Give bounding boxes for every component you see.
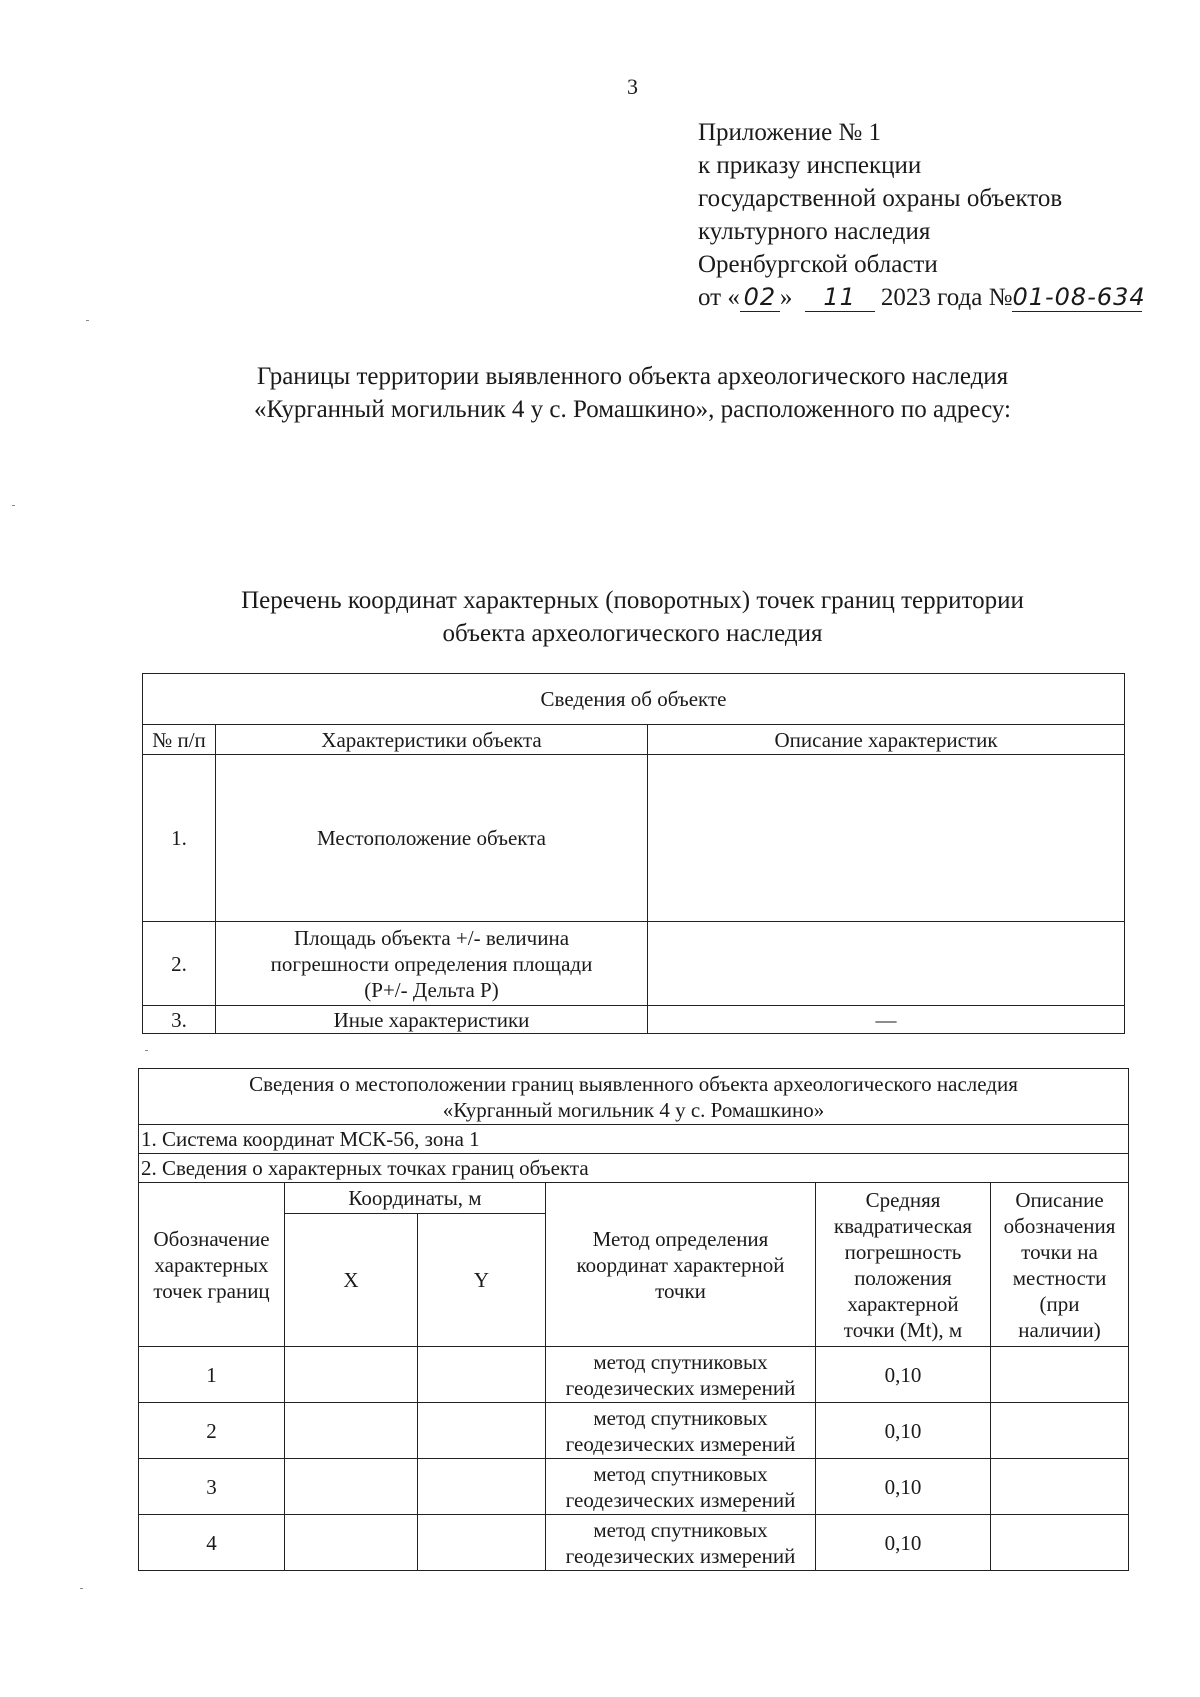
point-x xyxy=(285,1403,418,1459)
header-description: Описание характеристик xyxy=(648,725,1125,755)
table-row xyxy=(143,1006,1125,1034)
appendix-line: Приложение № 1 xyxy=(698,119,882,146)
point-method xyxy=(546,1459,816,1515)
object-info-table xyxy=(142,673,1125,1034)
header-line: точки xyxy=(655,1278,706,1303)
method-line: геодезических измерений xyxy=(565,1487,796,1512)
table-row xyxy=(139,1403,1129,1459)
characteristic-line: Площадь объекта +/- величина xyxy=(293,925,570,950)
quote-close: » xyxy=(779,284,793,311)
header-line: Описание xyxy=(1015,1187,1104,1212)
point-x xyxy=(285,1515,418,1571)
header-line: Средняя xyxy=(865,1187,941,1212)
table-row xyxy=(139,1459,1129,1515)
boundary-table-title-line2: «Курганный могильник 4 у с. Ромашкино» xyxy=(442,1097,825,1122)
header-line: обозначения xyxy=(1003,1213,1116,1238)
scan-speck xyxy=(12,505,15,506)
handwritten-order-number: 01-08-634 xyxy=(1012,283,1146,311)
header-line: точки на xyxy=(1021,1239,1098,1264)
appendix-line: культурного наследия xyxy=(698,218,931,245)
header-error xyxy=(816,1183,991,1347)
point-method xyxy=(546,1515,816,1571)
row-number: 3. xyxy=(143,1006,216,1034)
header-line: положения xyxy=(854,1265,952,1290)
appendix-line: к приказу инспекции xyxy=(698,152,922,179)
coordinates-list-title-line2: объекта археологического наследия xyxy=(442,620,823,647)
boundary-table-title xyxy=(139,1069,1129,1125)
header-designation xyxy=(139,1183,285,1347)
header-coordinates: Координаты, м xyxy=(285,1183,546,1214)
header-number: № п/п xyxy=(143,725,216,755)
header-y: Y xyxy=(418,1214,546,1347)
header-line: погрешность xyxy=(844,1239,962,1264)
point-id: 4 xyxy=(139,1515,285,1571)
appendix-block xyxy=(698,116,1146,314)
appendix-line: Оренбургской области xyxy=(698,251,938,278)
year-text: 2023 года № xyxy=(880,284,1013,311)
order-date-line xyxy=(698,281,1146,314)
boundary-points-table xyxy=(138,1068,1129,1571)
point-id: 3 xyxy=(139,1459,285,1515)
header-line: квадратическая xyxy=(833,1213,973,1238)
point-error: 0,10 xyxy=(816,1515,991,1571)
row-number: 1. xyxy=(143,755,216,922)
point-description xyxy=(991,1403,1129,1459)
boundaries-title-line2: «Курганный могильник 4 у с. Ромашкино», расположенного по адресу: xyxy=(254,396,1011,423)
method-line: метод спутниковых xyxy=(593,1461,768,1486)
header-line: координат характерной xyxy=(576,1252,785,1277)
table-row xyxy=(143,922,1125,1006)
point-error: 0,10 xyxy=(816,1347,991,1403)
point-y xyxy=(418,1403,546,1459)
method-line: метод спутниковых xyxy=(593,1349,768,1374)
header-line: точки (Mt), м xyxy=(843,1317,963,1342)
date-prefix: от « xyxy=(698,284,740,311)
header-characteristics: Характеристики объекта xyxy=(216,725,648,755)
method-line: геодезических измерений xyxy=(565,1543,796,1568)
point-x xyxy=(285,1459,418,1515)
point-method xyxy=(546,1347,816,1403)
point-x xyxy=(285,1347,418,1403)
header-line: (при xyxy=(1039,1291,1080,1316)
header-line: Метод определения xyxy=(592,1226,769,1251)
table-row xyxy=(139,1347,1129,1403)
boundaries-title-line1: Границы территории выявленного объекта археологического наследия xyxy=(256,363,1009,390)
point-y xyxy=(418,1347,546,1403)
row-characteristic: Местоположение объекта xyxy=(216,755,648,922)
point-y xyxy=(418,1459,546,1515)
header-method xyxy=(546,1183,816,1347)
coordinate-system-row: 1. Система координат МСК-56, зона 1 xyxy=(139,1125,1129,1154)
appendix-line: государственной охраны объектов xyxy=(698,185,1063,212)
boundaries-title xyxy=(0,360,1200,426)
page-number: 3 xyxy=(627,74,638,99)
header-line: наличии) xyxy=(1018,1317,1101,1342)
row-characteristic xyxy=(216,922,648,1006)
row-characteristic: Иные характеристики xyxy=(216,1006,648,1034)
scan-speck xyxy=(145,1050,148,1051)
method-line: метод спутниковых xyxy=(593,1405,768,1430)
object-table-title: Сведения об объекте xyxy=(143,674,1125,725)
characteristic-line: погрешности определения площади xyxy=(270,951,593,976)
handwritten-month: 11 xyxy=(805,283,875,312)
point-id: 1 xyxy=(139,1347,285,1403)
point-y xyxy=(418,1515,546,1571)
row-number: 2. xyxy=(143,922,216,1006)
characteristic-line: (P+/- Дельта P) xyxy=(364,977,499,1002)
coordinates-list-title-line1: Перечень координат характерных (поворотных) точек границ территории xyxy=(241,587,1024,614)
boundary-table-title-line1: Сведения о местоположении границ выявленного объекта археологического наследия xyxy=(249,1071,1018,1096)
header-line: характерных xyxy=(154,1252,269,1277)
table-row xyxy=(139,1515,1129,1571)
row-description xyxy=(648,755,1125,922)
header-point-description xyxy=(991,1183,1129,1347)
point-error: 0,10 xyxy=(816,1403,991,1459)
point-description xyxy=(991,1459,1129,1515)
point-description xyxy=(991,1515,1129,1571)
points-section-row: 2. Сведения о характерных точках границ объекта xyxy=(139,1154,1129,1183)
scan-speck xyxy=(86,320,89,321)
handwritten-day: 02 xyxy=(740,283,780,312)
method-line: метод спутниковых xyxy=(593,1517,768,1542)
row-description xyxy=(648,922,1125,1006)
coordinates-list-title xyxy=(0,584,1200,650)
point-id: 2 xyxy=(139,1403,285,1459)
header-x: X xyxy=(285,1214,418,1347)
table-row xyxy=(143,755,1125,922)
point-error: 0,10 xyxy=(816,1459,991,1515)
header-line: характерной xyxy=(847,1291,959,1316)
header-line: местности xyxy=(1012,1265,1107,1290)
point-method xyxy=(546,1403,816,1459)
scan-speck xyxy=(80,1588,83,1589)
method-line: геодезических измерений xyxy=(565,1431,796,1456)
point-description xyxy=(991,1347,1129,1403)
method-line: геодезических измерений xyxy=(565,1375,796,1400)
row-description: — xyxy=(648,1006,1125,1034)
header-line: Обозначение xyxy=(153,1226,270,1251)
header-line: точек границ xyxy=(153,1278,270,1303)
